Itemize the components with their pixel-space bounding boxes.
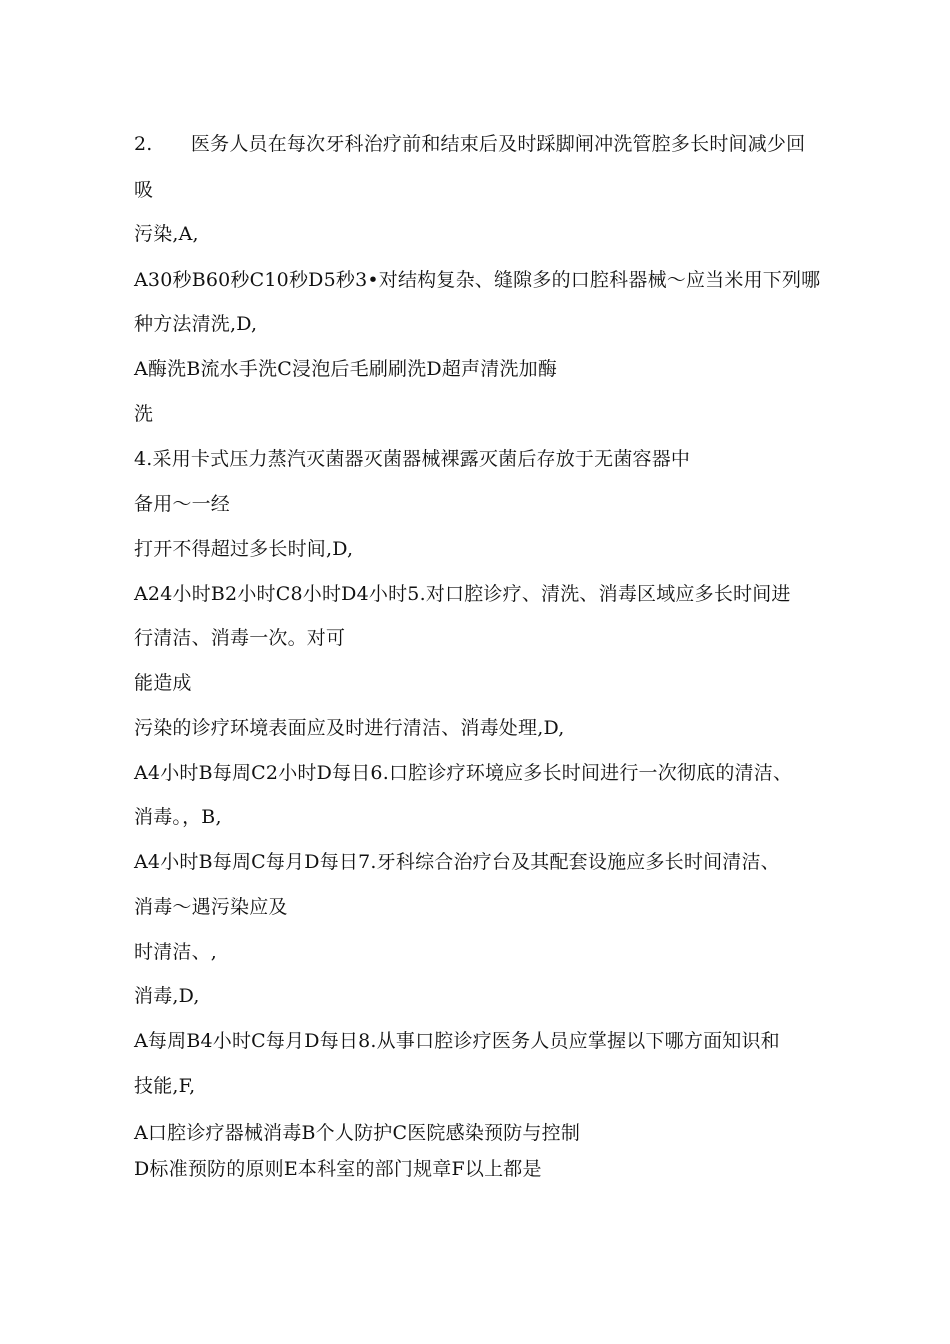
text-line-23: A口腔诊疗器械消毒B个人防护C医院感染预防与控制: [134, 1122, 581, 1144]
text-line-24: D标准预防的原则E本科室的部门规章F以上都是: [134, 1158, 542, 1180]
text-line-9: 备用〜一经: [134, 493, 231, 515]
text-line-5: 种方法清洗,D,: [134, 313, 258, 335]
text-line-10: 打开不得超过多长时间,D,: [134, 538, 354, 560]
text-line-15: A4小时B每周C2小时D每日6.口腔诊疗环境应多长时间进行一次彻底的清洁、: [134, 762, 793, 784]
text-line-18: 消毒〜遇污染应及: [134, 896, 288, 918]
text-line-12: 行清洁、消毒一次。对可: [134, 627, 346, 649]
text-line-7: 洗: [134, 403, 154, 425]
text-line-3: 污染,A,: [134, 223, 199, 245]
text-line-17: A4小时B每周C每月D每日7.牙科综合治疗台及其配套设施应多长时间清洁、: [134, 851, 780, 873]
text-line-11: A24小时B2小时C8小时D4小时5.对口腔诊疗、清洗、消毒区域应多长时间进: [134, 583, 791, 605]
text-line-20: 消毒,D,: [134, 985, 200, 1007]
text-line-6: A酶洗B流水手洗C浸泡后毛刷刷洗D超声清洗加酶: [134, 358, 558, 380]
text-line-8: 4.采用卡式压力蒸汽灭菌器灭菌器械裸露灭菌后存放于无菌容器中: [134, 448, 691, 470]
text-line-21: A每周B4小时C每月D每日8.从事口腔诊疗医务人员应掌握以下哪方面知识和: [134, 1030, 780, 1052]
text-line-22: 技能,F,: [134, 1075, 196, 1097]
text-line-19: 时清洁、,: [134, 941, 218, 963]
text-line-4: A30秒B60秒C10秒D5秒3•对结构复杂、缝隙多的口腔科器械〜应当米用下列哪: [134, 269, 821, 291]
text-line-2: 吸: [134, 179, 154, 201]
text-line-1: 2. 医务人员在每次牙科治疗前和结束后及时踩脚闸冲洗管腔多长时间减少回: [134, 133, 806, 155]
text-line-14: 污染的诊疗环境表面应及时进行清洁、消毒处理,D,: [134, 717, 565, 739]
text-line-13: 能造成: [134, 672, 192, 694]
text-line-16: 消毒。，B,: [134, 806, 222, 828]
